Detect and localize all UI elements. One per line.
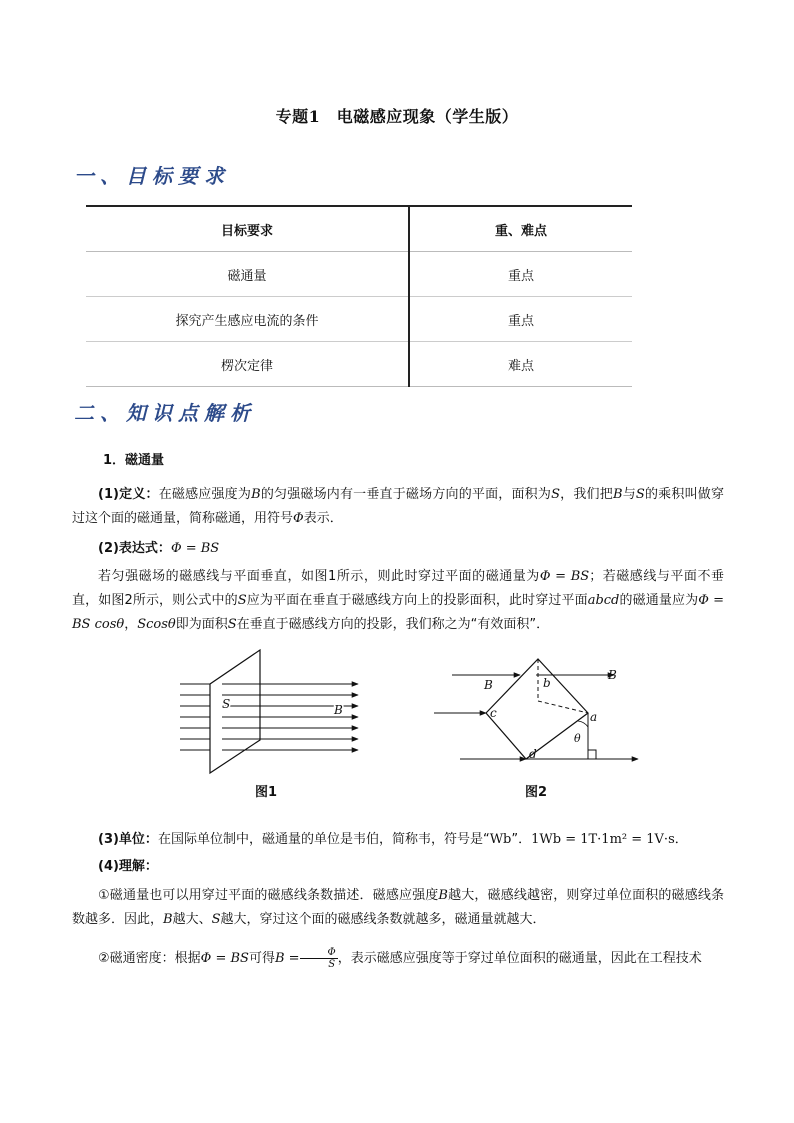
text-run: 与 [622, 487, 636, 502]
text-run: 表示． [303, 511, 343, 526]
symbol-B: B [163, 912, 173, 927]
symbol-S: S [551, 487, 560, 502]
table-cell: 难点 [409, 342, 632, 387]
explanation-paragraph [72, 565, 724, 637]
section-heading-goals: 一、目标要求 [74, 164, 230, 188]
formula: Φ = BS [170, 541, 220, 556]
definition-label: (1)定义： [98, 487, 159, 502]
plane-S [210, 650, 260, 773]
table-cell: 重点 [409, 252, 632, 297]
text-run: 在磁感应强度为 [158, 487, 252, 502]
text-run: 的磁通量应为 [619, 593, 699, 608]
label-b: b [543, 676, 551, 690]
symbol-S: S [635, 487, 645, 502]
label-theta: θ [574, 732, 581, 745]
fraction-denominator: S [328, 959, 336, 970]
table-header-cell: 目标要求 [86, 206, 409, 252]
unit-paragraph [72, 828, 724, 852]
symbol-S: S [237, 593, 247, 608]
understanding-label-paragraph [72, 855, 724, 879]
label-d: d [529, 747, 537, 761]
expression-paragraph [72, 537, 724, 561]
understanding-point-2 [72, 946, 724, 972]
symbol-B: B [438, 888, 448, 903]
section-heading-knowledge: 二、知识点解析 [74, 401, 256, 425]
formula: 1Wb = 1T·1m² = 1V·s [531, 832, 675, 847]
figure-2-caption: 图2 [525, 785, 548, 800]
symbol-phi: Φ [293, 511, 304, 526]
symbol-S: S [227, 617, 237, 632]
table-cell: 探究产生感应电流的条件 [86, 297, 409, 342]
label-S: S [222, 697, 231, 711]
fraction [300, 947, 338, 970]
formula: Φ = BS [539, 569, 590, 584]
table-header-row [86, 206, 632, 252]
text-run: 在垂直于磁感线方向的投影，我们称之为“有效面积”． [236, 617, 550, 632]
figure-1-caption: 图1 [255, 785, 278, 800]
table-row [86, 297, 632, 342]
symbol-S: S [211, 912, 221, 927]
formula: Φ = BS cosθ [72, 593, 724, 632]
subsection-title: 1．磁通量 [103, 453, 165, 468]
understanding-point-1 [72, 884, 724, 932]
unit-label: (3)单位： [98, 832, 158, 847]
table-cell: 磁通量 [86, 252, 409, 297]
text-run: ；若磁感线与平面不垂直，如图2所示，则公式中的 [72, 569, 724, 608]
label-a: a [590, 710, 598, 724]
symbol-B: B [251, 487, 261, 502]
text-run: 在国际单位制中，磁通量的单位是韦伯，简称韦，符号是“ [157, 832, 490, 847]
label-B-left: B [484, 678, 493, 692]
table-row [86, 252, 632, 297]
projection-line [538, 701, 588, 713]
text-run: 越大，磁感线越密，则穿过单位面积的磁感线条数越多．因此， [72, 888, 724, 927]
understanding-label: (4)理解： [98, 859, 158, 874]
formula: Scosθ [137, 617, 176, 632]
formula: Φ = BS [200, 951, 249, 966]
text-run: ， [124, 617, 138, 632]
right-angle-mark [588, 750, 596, 759]
label-B-right: B [608, 668, 617, 682]
text-run: ”． [511, 832, 532, 847]
table-row [86, 342, 632, 387]
expression-label: (2)表达式： [98, 541, 171, 556]
symbol-B: B [612, 487, 623, 502]
label-c: c [490, 706, 497, 720]
symbol-abcd: abcd [587, 593, 620, 608]
text-run: ，表示磁感应强度等于穿过单位面积的磁通量，因此在工程技术 [337, 951, 702, 966]
goals-table [86, 205, 632, 387]
text-run: 若匀强磁场的磁感线与平面垂直，如图1所示，则此时穿过平面的磁通量为 [98, 569, 540, 584]
formula: B = [274, 951, 300, 966]
text-run: 即为面积 [175, 617, 228, 632]
text-run: 越大、 [172, 912, 212, 927]
text-run: ②磁通密度：根据 [98, 951, 201, 966]
label-B: B [334, 703, 343, 717]
definition-paragraph [72, 483, 724, 531]
text-run: 可得 [248, 951, 275, 966]
text-run: 越大，穿过这个面的磁感线条数就越多，磁通量就越大． [220, 912, 546, 927]
table-header-cell: 重、难点 [409, 206, 632, 252]
text-run: ，我们把 [559, 487, 613, 502]
text-run: ①磁通量也可以用穿过平面的磁感线条数描述．磁感应强度 [98, 888, 439, 903]
table-cell: 楞次定律 [86, 342, 409, 387]
text-run: 应为平面在垂直于磁感线方向上的投影面积，此时穿过平面 [246, 593, 588, 608]
figure-2-diagram [430, 655, 642, 773]
unit-symbol: Wb [489, 832, 512, 847]
text-run: 的匀强磁场内有一垂直于磁场方向的平面，面积为 [260, 487, 552, 502]
angle-arc [578, 721, 588, 727]
page-title: 专题1 电磁感应现象（学生版） [275, 107, 519, 126]
text-run: 的乘积叫做穿过这个面的磁通量，简称磁通，用符号 [72, 487, 724, 526]
text-run: ． [674, 832, 688, 847]
table-cell: 重点 [409, 297, 632, 342]
figure-1-diagram [178, 648, 378, 776]
fraction-numerator: Φ [300, 947, 338, 959]
